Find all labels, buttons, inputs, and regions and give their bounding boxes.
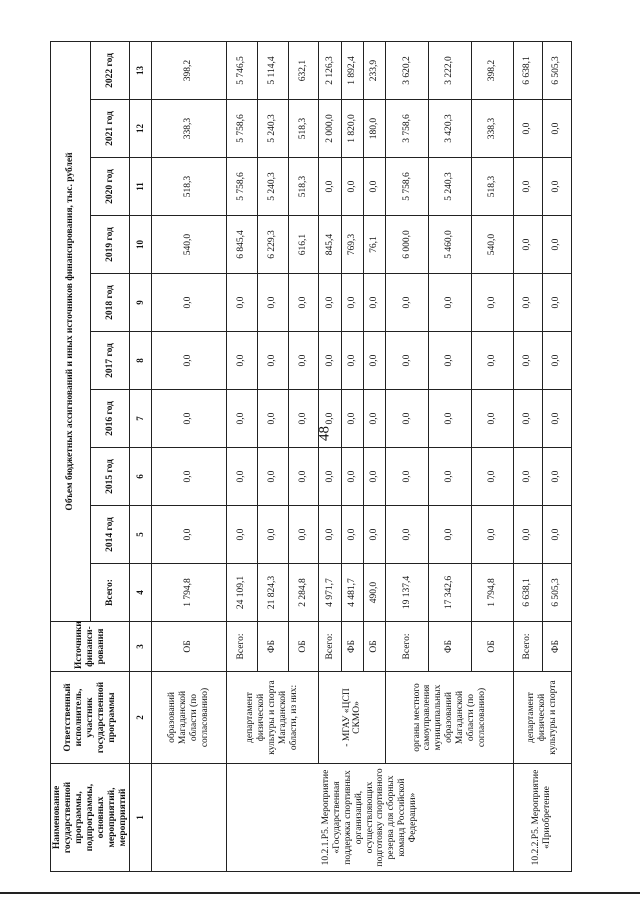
table-row [514,41,543,871]
table-cell: ФБ [257,622,288,672]
table-cell: ОБ [288,622,319,672]
table-cell: 0,0 [429,506,472,564]
table-cell: ОБ [151,622,226,672]
table-cell: 0,0 [542,274,571,332]
header-year: 2018 год [90,274,130,332]
header-year: 2015 год [90,448,130,506]
table-cell: 338,3 [471,100,514,158]
table-cell: 0,0 [151,390,226,448]
table-cell: 845,4 [319,216,341,274]
table-cell: 5 460,0 [429,216,472,274]
table-cell: 17 342,6 [429,564,472,622]
table-cell: 0,0 [514,274,543,332]
table-cell: 2 000,0 [319,100,341,158]
header-source: Источники финанси-рования [51,622,130,672]
table-cell: ОБ [471,622,514,672]
table-cell: 0,0 [341,448,363,506]
table-cell: 3 758,6 [386,100,429,158]
table-cell: 0,0 [429,448,472,506]
table-row [319,41,341,871]
table-cell: 3 420,3 [429,100,472,158]
table-cell: 769,3 [341,216,363,274]
table-cell: 0,0 [151,448,226,506]
table-cell: 0,0 [429,390,472,448]
table-cell: 4 481,7 [341,564,363,622]
table-row [151,41,226,871]
executor-cell: - МГАУ «ЦСП СКМО» [319,672,386,764]
index-cell: 4 [130,564,151,622]
table-cell: 632,1 [288,41,319,99]
table-cell: 6 505,3 [542,564,571,622]
table-cell: 5 114,4 [257,41,288,99]
table-cell: 5 758,6 [226,100,257,158]
table-cell: 1 794,8 [151,564,226,622]
table-cell: 540,0 [151,216,226,274]
table-cell: 398,2 [151,41,226,99]
table-cell: Всего: [319,622,341,672]
table-row [226,41,257,871]
executor-cell: департамент физической культуры и спорта Магаданской области, из них: [226,672,319,764]
table-cell: 0,0 [542,506,571,564]
header-volume: Объем бюджетных ассигнований и иных источников финансирования, тыс. рублей [51,41,91,621]
table-cell: ОБ [364,622,386,672]
table-cell: 0,0 [514,158,543,216]
table-cell: 6 638,1 [514,41,543,99]
header-year: 2017 год [90,332,130,390]
table-cell: 0,0 [471,332,514,390]
table-cell: 76,1 [364,216,386,274]
table-cell: 0,0 [226,390,257,448]
table-cell: 490,0 [364,564,386,622]
table-cell: 0,0 [226,506,257,564]
table-cell: 6 229,3 [257,216,288,274]
table-cell: 518,3 [288,158,319,216]
header-total: Всего: [90,564,130,622]
index-cell: 8 [130,332,151,390]
header-name: Наименование государственной программы, подпрограммы, основных мероприятий, мероприятий [51,764,130,872]
table-cell: 0,0 [319,274,341,332]
table-cell: 0,0 [386,332,429,390]
index-cell: 12 [130,100,151,158]
table-cell: 0,0 [341,506,363,564]
table-cell: 0,0 [514,216,543,274]
header-executor: Ответственный исполнитель, участник государственной программы [51,672,130,764]
page-bottom-rule [0,892,640,894]
header-year: 2014 год [90,506,130,564]
table-cell: 0,0 [151,332,226,390]
table-body [130,41,571,871]
table-cell: 0,0 [288,390,319,448]
table-cell: ФБ [542,622,571,672]
table-cell: 24 109,1 [226,564,257,622]
table-cell: 4 971,7 [319,564,341,622]
table-cell: 0,0 [151,274,226,332]
table-cell: 2 126,3 [319,41,341,99]
table-cell: 398,2 [471,41,514,99]
table-cell: 0,0 [257,506,288,564]
index-cell: 9 [130,274,151,332]
table-cell: 0,0 [319,506,341,564]
table-cell: 0,0 [288,448,319,506]
table-cell: 0,0 [288,506,319,564]
table-cell: 5 240,3 [429,158,472,216]
table-cell: 0,0 [514,332,543,390]
table-cell: 0,0 [542,158,571,216]
table-cell: 19 137,4 [386,564,429,622]
table-cell: 0,0 [386,448,429,506]
table-cell: 5 746,5 [226,41,257,99]
index-cell: 3 [130,622,151,672]
table-cell: 1 892,4 [341,41,363,99]
table-cell: 5 240,3 [257,100,288,158]
table-cell: 616,1 [288,216,319,274]
table-cell: 0,0 [151,506,226,564]
index-cell: 2 [130,672,151,764]
name-cell [151,764,226,872]
table-cell: 0,0 [386,274,429,332]
index-cell: 5 [130,506,151,564]
header-year: 2021 год [90,100,130,158]
table-row [386,41,429,871]
table-cell: 3 620,2 [386,41,429,99]
table-cell: 518,3 [288,100,319,158]
table-cell: 0,0 [364,158,386,216]
table-cell: 338,3 [151,100,226,158]
header-year: 2019 год [90,216,130,274]
table-cell: 0,0 [341,274,363,332]
executor-cell: образований Магаданской области (по согласованию) [151,672,226,764]
table-cell: 540,0 [471,216,514,274]
table-cell: 0,0 [341,158,363,216]
table-cell: 0,0 [364,332,386,390]
table-cell: 518,3 [471,158,514,216]
index-cell: 11 [130,158,151,216]
table-cell: 0,0 [288,274,319,332]
table-cell: 0,0 [257,332,288,390]
table-cell: 180,0 [364,100,386,158]
table-cell: 5 240,3 [257,158,288,216]
financing-table [50,41,572,872]
page-number: 48 [316,426,333,441]
table-cell: 0,0 [364,274,386,332]
name-cell: 10.2.1.Р5. Мероприятие «Государственная поддержка спортивных организаций, осуществляющих подготовку спортивного резерва для сборных команд Российской Федерации» [226,764,513,872]
name-cell: 10.2.2.Р5. Мероприятие «Приобретение [514,764,572,872]
index-cell: 7 [130,390,151,448]
table-cell: 0,0 [471,390,514,448]
table-cell: Всего: [386,622,429,672]
table-cell: 0,0 [542,100,571,158]
table-cell: 0,0 [471,274,514,332]
table-cell: 0,0 [429,274,472,332]
table-cell: 0,0 [319,332,341,390]
table-cell: 0,0 [226,274,257,332]
table-cell: 0,0 [514,100,543,158]
table-cell: 0,0 [429,332,472,390]
header-year: 2020 год [90,158,130,216]
table-cell: 0,0 [257,274,288,332]
index-row [130,41,151,871]
table-cell: 233,9 [364,41,386,99]
table-cell: Всего: [514,622,543,672]
index-cell: 6 [130,448,151,506]
table-cell: 0,0 [542,332,571,390]
rotated-table-sheet [50,42,562,872]
table-cell: 0,0 [514,506,543,564]
table-cell: 3 222,0 [429,41,472,99]
table-cell: ФБ [341,622,363,672]
table-cell: 0,0 [364,506,386,564]
table-cell: 6 845,4 [226,216,257,274]
table-cell: 0,0 [341,332,363,390]
header-year: 2022 год [90,41,130,99]
header-year: 2016 год [90,390,130,448]
table-cell: 1 794,8 [471,564,514,622]
index-cell: 13 [130,41,151,99]
table-cell: 0,0 [319,390,341,448]
table-cell: 0,0 [514,448,543,506]
table-cell: ФБ [429,622,472,672]
table-cell: Всего: [226,622,257,672]
table-cell: 2 284,8 [288,564,319,622]
index-cell: 10 [130,216,151,274]
table-cell: 518,3 [151,158,226,216]
table-cell: 6 505,3 [542,41,571,99]
table-cell: 0,0 [471,506,514,564]
table-cell: 0,0 [386,506,429,564]
executor-cell: департамент физической культуры и спорта [514,672,572,764]
table-cell: 0,0 [288,332,319,390]
executor-cell: органы местного самоуправления муниципальных образований Магаданской области (по согласованию) [386,672,514,764]
table-cell: 21 824,3 [257,564,288,622]
table-cell: 1 820,0 [341,100,363,158]
table-cell: 5 758,6 [386,158,429,216]
table-cell: 0,0 [542,216,571,274]
table-cell: 0,0 [471,448,514,506]
table-cell: 0,0 [257,390,288,448]
table-cell: 0,0 [319,158,341,216]
index-cell: 1 [130,764,151,872]
table-cell: 0,0 [514,390,543,448]
table-cell: 0,0 [257,448,288,506]
table-cell: 6 638,1 [514,564,543,622]
table-cell: 6 000,0 [386,216,429,274]
table-cell: 0,0 [341,390,363,448]
table-cell: 0,0 [386,390,429,448]
table-cell: 0,0 [542,448,571,506]
table-cell: 0,0 [226,448,257,506]
table-cell: 0,0 [319,448,341,506]
table-cell: 0,0 [364,390,386,448]
table-cell: 0,0 [226,332,257,390]
table-cell: 0,0 [542,390,571,448]
table-cell: 0,0 [364,448,386,506]
table-cell: 5 758,6 [226,158,257,216]
